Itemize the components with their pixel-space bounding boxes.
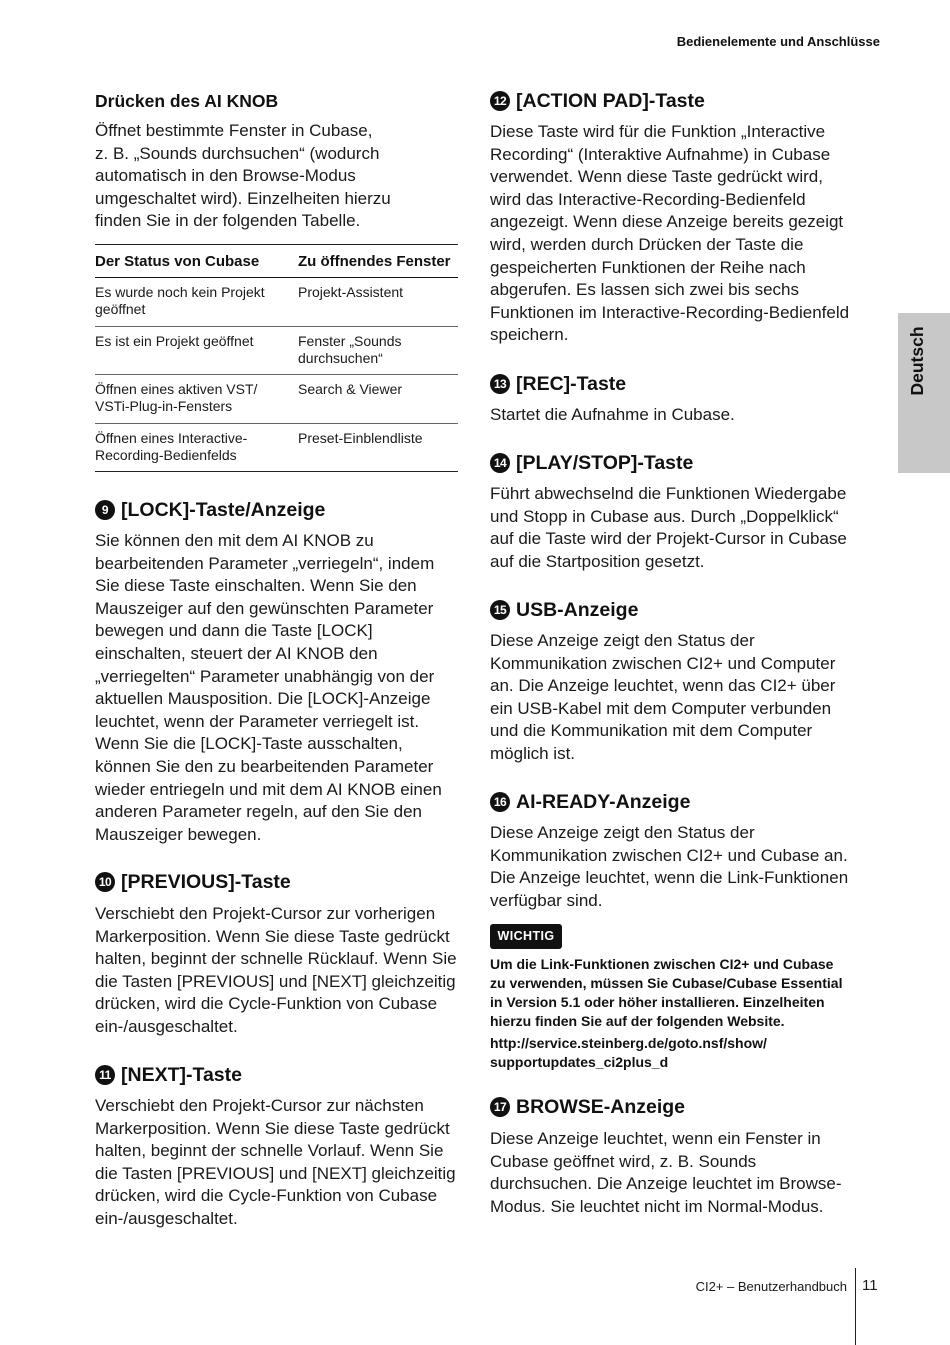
ai-knob-text: Öffnet bestimmte Fenster in Cubase, z. B. „Sounds durchsuchen“ (wodurch automatisch in den Browse-Modus umgeschaltet wird). Einzelheiten hierzu finden Sie in der folgenden Tabelle. [95,121,391,231]
section-body-action-pad: Diese Taste wird für die Funktion „Interactive Recording“ (Interaktive Aufnahme) in Cubase verwendet. Wenn diese Taste gedrückt wird, wird das Interactive-Recording-Bedienfeld angezeigt. Wenn diese Anzeige bereits gezeigt wird, werden durch Drücken der Taste die gespeicherten Funktionen der Reihe nach abgerufen. Es lassen sich zwei bis sechs Funktionen im Interactive-Recording-Bedienfeld speichern. [490,122,850,345]
section-title: [PREVIOUS]-Taste [121,871,291,893]
section-heading-usb [490,598,638,622]
support-url: http://service.steinberg.de/goto.nsf/show/ supportupdates_ci2plus_d [490,1034,767,1070]
table-row [95,374,458,423]
section-heading-ai-ready [490,790,690,814]
language-label: Deutsch [907,326,927,396]
section-title: [REC]-Taste [516,373,627,395]
important-badge: WICHTIG [490,924,562,949]
table-header-window: Zu öffnendes Fenster [298,252,451,270]
section-body-previous: Verschiebt den Projekt-Cursor zur vorherigen Markerposition. Wenn Sie diese Taste gedrückt halten, beginnt der schnelle Rücklauf. Wenn Sie die Tasten [PREVIOUS] und [NEXT] gleichzeitig drücken, wird die Cycle-Funktion von Cubase ein-/ausgeschaltet. [95,904,457,1036]
section-heading-next [95,1063,242,1087]
section-heading-play-stop [490,451,693,475]
section-number-badge: 9 [95,500,115,520]
table-row [95,326,458,375]
section-body-ai-ready: Diese Anzeige zeigt den Status der Kommunikation zwischen CI2+ und Cubase an. Die Anzeige leuchtet, wenn die Link-Funktionen verfügbar sind. [490,823,849,910]
section-body-browse: Diese Anzeige leuchtet, wenn ein Fenster in Cubase geöffnet wird, z. B. Sounds durchsuchen. Die Anzeige leuchtet im Browse- Modus. Sie leuchtet nicht im Normal-Modus. [490,1129,842,1216]
important-notice-text: Um die Link-Funktionen zwischen CI2+ und Cubase zu verwenden, müssen Sie Cubase/Cubase Essential in Version 5.1 oder höher installieren. Einzelheiten hierzu finden Sie auf der folgenden Website. [490,955,843,1029]
table-cell-status: Öffnen eines Interactive- Recording-Bedienfelds [95,429,248,463]
section-number-badge: 13 [490,374,510,394]
section-title: [NEXT]-Taste [121,1064,242,1086]
section-heading-browse [490,1095,685,1119]
section-body-next: Verschiebt den Projekt-Cursor zur nächsten Markerposition. Wenn Sie diese Taste gedrückt halten, beginnt der schnelle Vorlauf. Wenn Sie die Tasten [PREVIOUS] und [NEXT] gleichzeitig drücken, wird die Cycle-Funktion von Cubase ein-/ausgeschaltet. [95,1096,456,1228]
section-title: [PLAY/STOP]-Taste [516,452,694,474]
section-title: [LOCK]-Taste/Anzeige [121,499,326,521]
section-number-badge: 17 [490,1097,510,1117]
section-body-lock: Sie können den mit dem AI KNOB zu bearbeitenden Parameter „verriegeln“, indem Sie diese Taste einschalten. Wenn Sie den Mauszeiger auf den gewünschten Parameter bewegen und dann die Taste [LOCK] einschalten, steuert der AI KNOB den „verriegelten“ Parameter unabhängig von der aktuellen Mausposition. Die [LOCK]-Anzeige leuchtet, wenn der Parameter verriegelt ist. Wenn Sie die [LOCK]-Taste ausschalten, können Sie den zu bearbeitenden Parameter wieder entriegeln und mit dem AI KNOB einen anderen Parameter regeln, auf den Sie den Mauszeiger bewegen. [95,531,442,844]
section-number-badge: 11 [95,1065,115,1085]
section-body-play-stop: Führt abwechselnd die Funktionen Wiedergabe und Stopp in Cubase aus. Durch „Doppelklick“ auf die Taste wird der Projekt-Cursor in Cubase auf die Startposition gesetzt. [490,484,847,571]
table-header-row [95,244,458,277]
footer-divider [855,1268,856,1345]
table-header-status: Der Status von Cubase [95,252,260,270]
table-cell-window: Preset-Einblendliste [298,429,423,446]
section-heading-lock [95,498,325,522]
table-cell-status: Es ist ein Projekt geöffnet [95,332,254,349]
section-number-badge: 14 [490,453,510,473]
cubase-status-table [95,244,458,472]
section-number-badge: 12 [490,91,510,111]
table-cell-window: Search & Viewer [298,381,403,397]
section-body-rec: Startet die Aufnahme in Cubase. [490,405,735,424]
page-number: 11 [862,1277,878,1294]
section-number-badge: 10 [95,872,115,892]
section-number-badge: 15 [490,600,510,620]
section-title: AI-READY-Anzeige [516,791,691,813]
table-cell-window: Fenster „Sounds durchsuchen“ [298,332,402,366]
footer-manual-title: CI2+ – Benutzerhandbuch [695,1279,847,1294]
section-body-usb: Diese Anzeige zeigt den Status der Kommunikation zwischen CI2+ und Computer an. Die Anzeige leuchtet, wenn das CI2+ über ein USB-Kabel mit dem Computer verbunden und die Kommunikation mit dem Computer möglich ist. [490,631,836,763]
chapter-title: Bedienelemente und Anschlüsse [676,34,880,49]
section-number-badge: 16 [490,792,510,812]
table-cell-window: Projekt-Assistent [298,284,404,300]
table-cell-status: Öffnen eines aktiven VST/ VSTi-Plug-in-Fensters [95,381,258,414]
section-title: BROWSE-Anzeige [516,1096,686,1118]
table-row [95,423,458,472]
table-cell-status: Es wurde noch kein Projekt geöffnet [95,284,265,317]
section-heading-action-pad [490,89,705,113]
table-row [95,277,458,326]
ai-knob-heading: Drücken des AI KNOB [95,91,279,111]
section-heading-rec [490,372,626,396]
section-title: USB-Anzeige [516,599,639,621]
section-heading-previous [95,870,291,894]
section-title: [ACTION PAD]-Taste [516,90,705,112]
language-side-tab [898,313,950,473]
